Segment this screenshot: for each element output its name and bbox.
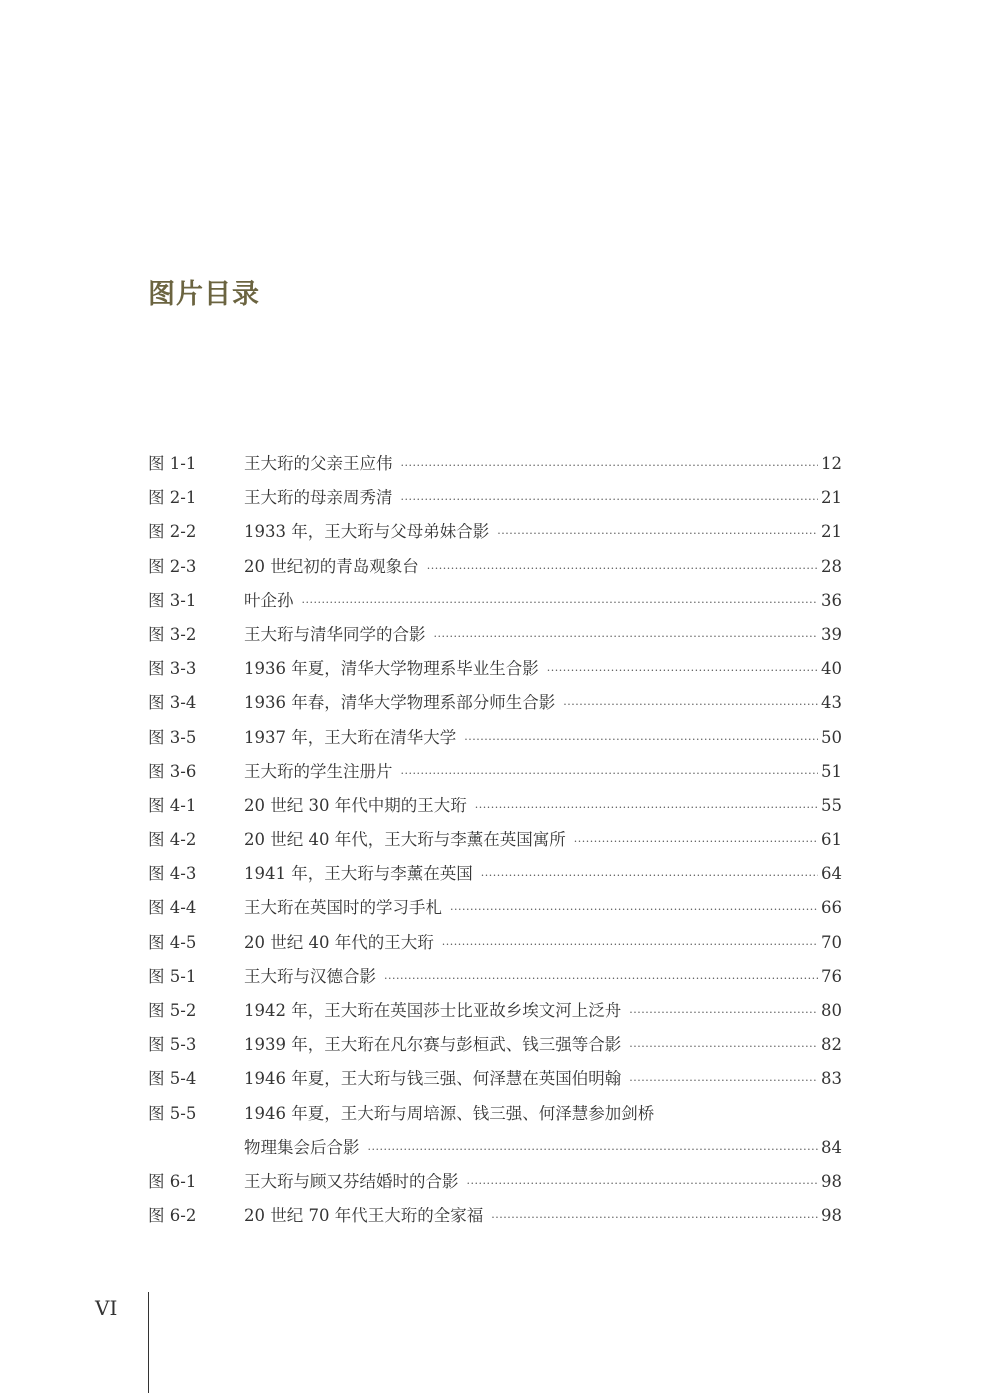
toc-entry[interactable] xyxy=(148,550,842,584)
figure-list xyxy=(148,447,842,1233)
dot-leader xyxy=(427,552,818,586)
page-ref: 64 xyxy=(821,864,842,884)
toc-entry[interactable] xyxy=(148,789,842,823)
figure-label: 图 4-1 xyxy=(148,795,197,815)
dot-leader xyxy=(384,962,818,996)
figure-label: 图 1-1 xyxy=(148,454,197,473)
page-ref: 51 xyxy=(821,761,842,781)
dot-leader xyxy=(481,859,818,893)
dot-leader xyxy=(467,1167,819,1201)
page-ref: 36 xyxy=(821,590,842,610)
page-number: VI xyxy=(95,1296,118,1320)
figure-title: 王大珩与清华同学的合影 xyxy=(244,624,426,644)
figure-title: 王大珩的母亲周秀清 xyxy=(244,488,393,508)
dot-leader xyxy=(450,893,818,927)
toc-entry[interactable] xyxy=(148,652,842,686)
figure-label: 图 2-1 xyxy=(148,488,197,508)
figure-title: 1933 年，王大珩与父母弟妹合影 xyxy=(244,522,490,542)
page-ref: 98 xyxy=(821,1171,842,1191)
dot-leader xyxy=(497,517,818,551)
dot-leader xyxy=(629,1030,818,1064)
dot-leader xyxy=(464,723,818,757)
figure-label: 图 3-3 xyxy=(148,659,197,679)
page-ref: 50 xyxy=(821,727,842,747)
figure-title: 20 世纪 40 年代的王大珩 xyxy=(244,932,434,952)
figure-label: 图 4-4 xyxy=(148,898,197,918)
margin-rule xyxy=(148,1292,149,1393)
toc-entry[interactable] xyxy=(148,926,842,960)
page-ref: 40 xyxy=(821,659,842,679)
figure-label: 图 4-2 xyxy=(148,830,197,850)
page-ref: 76 xyxy=(821,966,842,986)
dot-leader xyxy=(547,654,818,688)
dot-leader xyxy=(491,1201,818,1235)
page-ref: 21 xyxy=(821,488,842,508)
figure-title: 20 世纪 40 年代，王大珩与李薰在英国寓所 xyxy=(244,830,566,850)
figure-label: 图 5-1 xyxy=(148,966,197,986)
toc-entry[interactable] xyxy=(148,1028,842,1062)
toc-entry[interactable] xyxy=(148,1165,842,1199)
toc-entry[interactable] xyxy=(148,1097,842,1165)
page-ref: 61 xyxy=(821,830,842,850)
figure-title: 王大珩在英国时的学习手札 xyxy=(244,898,442,918)
dot-leader xyxy=(629,996,818,1030)
figure-title: 20 世纪 70 年代王大珩的全家福 xyxy=(244,1206,484,1226)
figure-title: 王大珩的父亲王应伟 xyxy=(244,454,393,473)
figure-title: 叶企孙 xyxy=(244,590,294,610)
page-ref: 28 xyxy=(821,556,842,576)
figure-label: 图 5-3 xyxy=(148,1035,197,1055)
toc-entry[interactable] xyxy=(148,618,842,652)
figure-label: 图 5-5 xyxy=(148,1103,197,1123)
figure-label: 图 5-4 xyxy=(148,1069,197,1089)
figure-label: 图 6-1 xyxy=(148,1171,197,1191)
toc-entry[interactable] xyxy=(148,1199,842,1233)
figure-label: 图 3-5 xyxy=(148,727,197,747)
dot-leader xyxy=(368,1133,819,1167)
figure-label: 图 3-1 xyxy=(148,590,197,610)
toc-entry[interactable] xyxy=(148,686,842,720)
toc-entry[interactable] xyxy=(148,721,842,755)
dot-leader xyxy=(442,928,818,962)
page-ref: 98 xyxy=(821,1206,842,1226)
page-ref: 55 xyxy=(821,795,842,815)
dot-leader xyxy=(475,791,818,825)
page-ref: 83 xyxy=(821,1069,842,1089)
figure-title: 1941 年，王大珩与李薰在英国 xyxy=(244,864,473,884)
toc-entry[interactable] xyxy=(148,891,842,925)
figure-label: 图 3-6 xyxy=(148,761,197,781)
page-ref: 70 xyxy=(821,932,842,952)
figure-label: 图 6-2 xyxy=(148,1206,197,1226)
figure-title: 1946 年夏，王大珩与周培源、钱三强、何泽慧参加剑桥 xyxy=(244,1103,655,1123)
page-ref: 39 xyxy=(821,624,842,644)
dot-leader xyxy=(302,586,819,620)
figure-title: 1937 年，王大珩在清华大学 xyxy=(244,727,457,747)
figure-title: 王大珩的学生注册片 xyxy=(244,761,393,781)
figure-title: 王大珩与汉德合影 xyxy=(244,966,376,986)
figure-label: 图 5-2 xyxy=(148,1001,197,1020)
toc-entry[interactable] xyxy=(148,994,842,1028)
toc-entry[interactable] xyxy=(148,447,842,481)
page-ref: 80 xyxy=(821,1001,842,1020)
page-ref: 82 xyxy=(821,1035,842,1055)
figure-label: 图 4-3 xyxy=(148,864,197,884)
page-ref: 66 xyxy=(821,898,842,918)
dot-leader xyxy=(563,688,818,722)
page-ref: 84 xyxy=(821,1137,842,1157)
toc-entry[interactable] xyxy=(148,960,842,994)
figure-label: 图 3-4 xyxy=(148,693,197,713)
page-title: 图片目录 xyxy=(148,279,260,310)
page-ref: 43 xyxy=(821,693,842,713)
figure-title: 1939 年，王大珩在凡尔赛与彭桓武、钱三强等合影 xyxy=(244,1035,622,1055)
figure-title: 20 世纪初的青岛观象台 xyxy=(244,556,419,576)
toc-entry[interactable] xyxy=(148,515,842,549)
figure-title: 1936 年夏，清华大学物理系毕业生合影 xyxy=(244,659,539,679)
figure-label: 图 2-3 xyxy=(148,556,197,576)
dot-leader xyxy=(574,825,818,859)
dot-leader xyxy=(401,483,819,517)
figure-title: 20 世纪 30 年代中期的王大珩 xyxy=(244,795,467,815)
toc-entry[interactable] xyxy=(148,584,842,618)
figure-label: 图 3-2 xyxy=(148,624,197,644)
figure-title: 1936 年春，清华大学物理系部分师生合影 xyxy=(244,693,556,713)
figure-title: 王大珩与顾又芬结婚时的合影 xyxy=(244,1171,459,1191)
figure-label: 图 4-5 xyxy=(148,932,197,952)
dot-leader xyxy=(401,757,819,791)
dot-leader xyxy=(434,620,819,654)
figure-label: 图 2-2 xyxy=(148,522,197,542)
dot-leader xyxy=(401,449,819,483)
figure-title: 1946 年夏，王大珩与钱三强、何泽慧在英国伯明翰 xyxy=(244,1069,622,1089)
toc-entry[interactable] xyxy=(148,755,842,789)
toc-entry[interactable] xyxy=(148,481,842,515)
page-ref: 21 xyxy=(821,522,842,542)
toc-entry[interactable] xyxy=(148,1062,842,1096)
figure-title-cont: 物理集会后合影 xyxy=(244,1137,360,1157)
toc-entry[interactable] xyxy=(148,823,842,857)
toc-entry[interactable] xyxy=(148,857,842,891)
page-ref: 12 xyxy=(821,454,842,473)
dot-leader xyxy=(629,1064,818,1098)
figure-title: 1942 年，王大珩在英国莎士比亚故乡埃文河上泛舟 xyxy=(244,1001,622,1020)
